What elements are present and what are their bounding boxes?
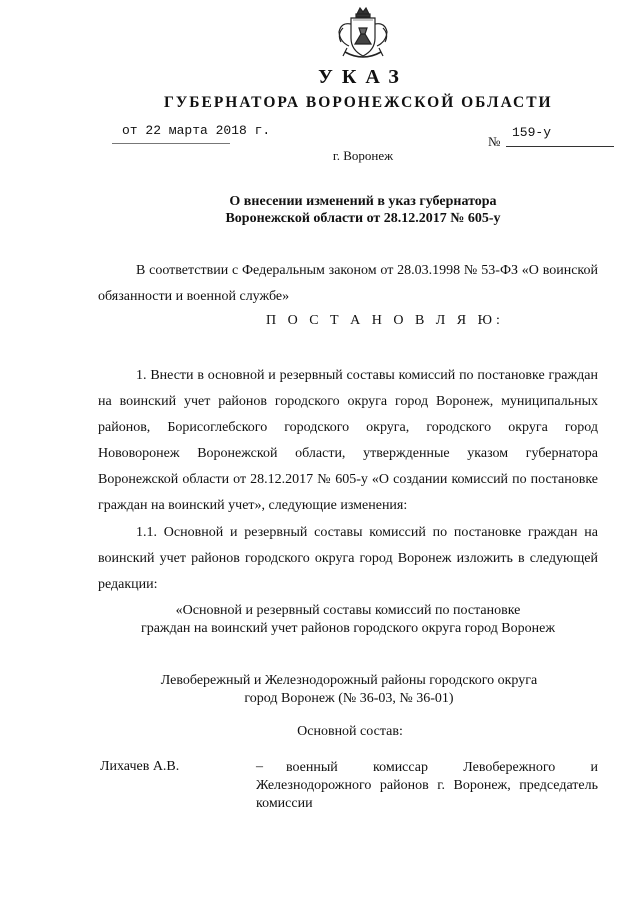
decree-word: П О С Т А Н О В Л Я Ю:	[266, 313, 504, 328]
preamble-paragraph	[98, 258, 598, 310]
document-city: г. Воронеж	[332, 148, 394, 163]
item-1-1-paragraph	[98, 520, 598, 598]
item-1-1-text: 1.1. Основной и резервный составы комиссий по постановке граждан на воинский учет районов городского округа город Воронеж изложить в следующей редакции:	[98, 525, 598, 592]
preamble-text: В соответствии с Федеральным законом от 28.03.1998 № 53-ФЗ «О воинской обязанности и военной службе»	[98, 263, 598, 304]
section-heading-line-2: город Воронеж (№ 36-03, № 36-01)	[244, 691, 454, 706]
date-underline	[112, 143, 230, 144]
quoted-title-line-2: граждан на воинский учет районов городского округа город Воронеж	[140, 621, 556, 636]
member-role	[256, 759, 598, 813]
section-heading-line-1: Левобережный и Железнодорожный районы городского округа	[160, 673, 538, 688]
coat-of-arms-icon	[331, 4, 395, 62]
number-underline	[506, 146, 614, 147]
member-name: Лихачев А.В.	[100, 759, 180, 774]
item-1-paragraph	[98, 363, 598, 519]
document-date: от 22 марта 2018 г.	[122, 123, 271, 138]
document-title: УКАЗ	[318, 66, 408, 88]
item-1-text: 1. Внести в основной и резервный составы комиссий по постановке граждан на воинский учет районов городского округа город Воронеж, муниципальных районов, Борисоглебского городского округа, городского округа город Нововоронеж Воронежской области, утвержденные указом губернатора Воронежской области от 28.12.2017 № 605-у «О создании комиссий по постановке граждан на воинский учет», следующие изменения:	[98, 368, 598, 513]
quoted-title	[100, 602, 596, 638]
document-subtitle: ГУБЕРНАТОРА ВОРОНЕЖСКОЙ ОБЛАСТИ	[164, 94, 553, 111]
heading-line-2: Воронежской области от 28.12.2017 № 605-у	[225, 211, 501, 226]
composition-heading: Основной состав:	[297, 724, 403, 739]
member-role-text: военный комиссар Левобережного и Железнодорожного районов г. Воронеж, председатель комиссии	[256, 760, 598, 811]
section-heading	[140, 672, 558, 708]
quoted-title-line-1: «Основной и резервный составы комиссий по постановке	[175, 603, 521, 618]
member-dash: –	[256, 759, 263, 774]
number-sign: №	[488, 134, 501, 149]
heading-line-1: О внесении изменений в указ губернатора	[229, 194, 497, 209]
document-heading	[150, 193, 576, 227]
document-number: 159-у	[512, 125, 552, 140]
